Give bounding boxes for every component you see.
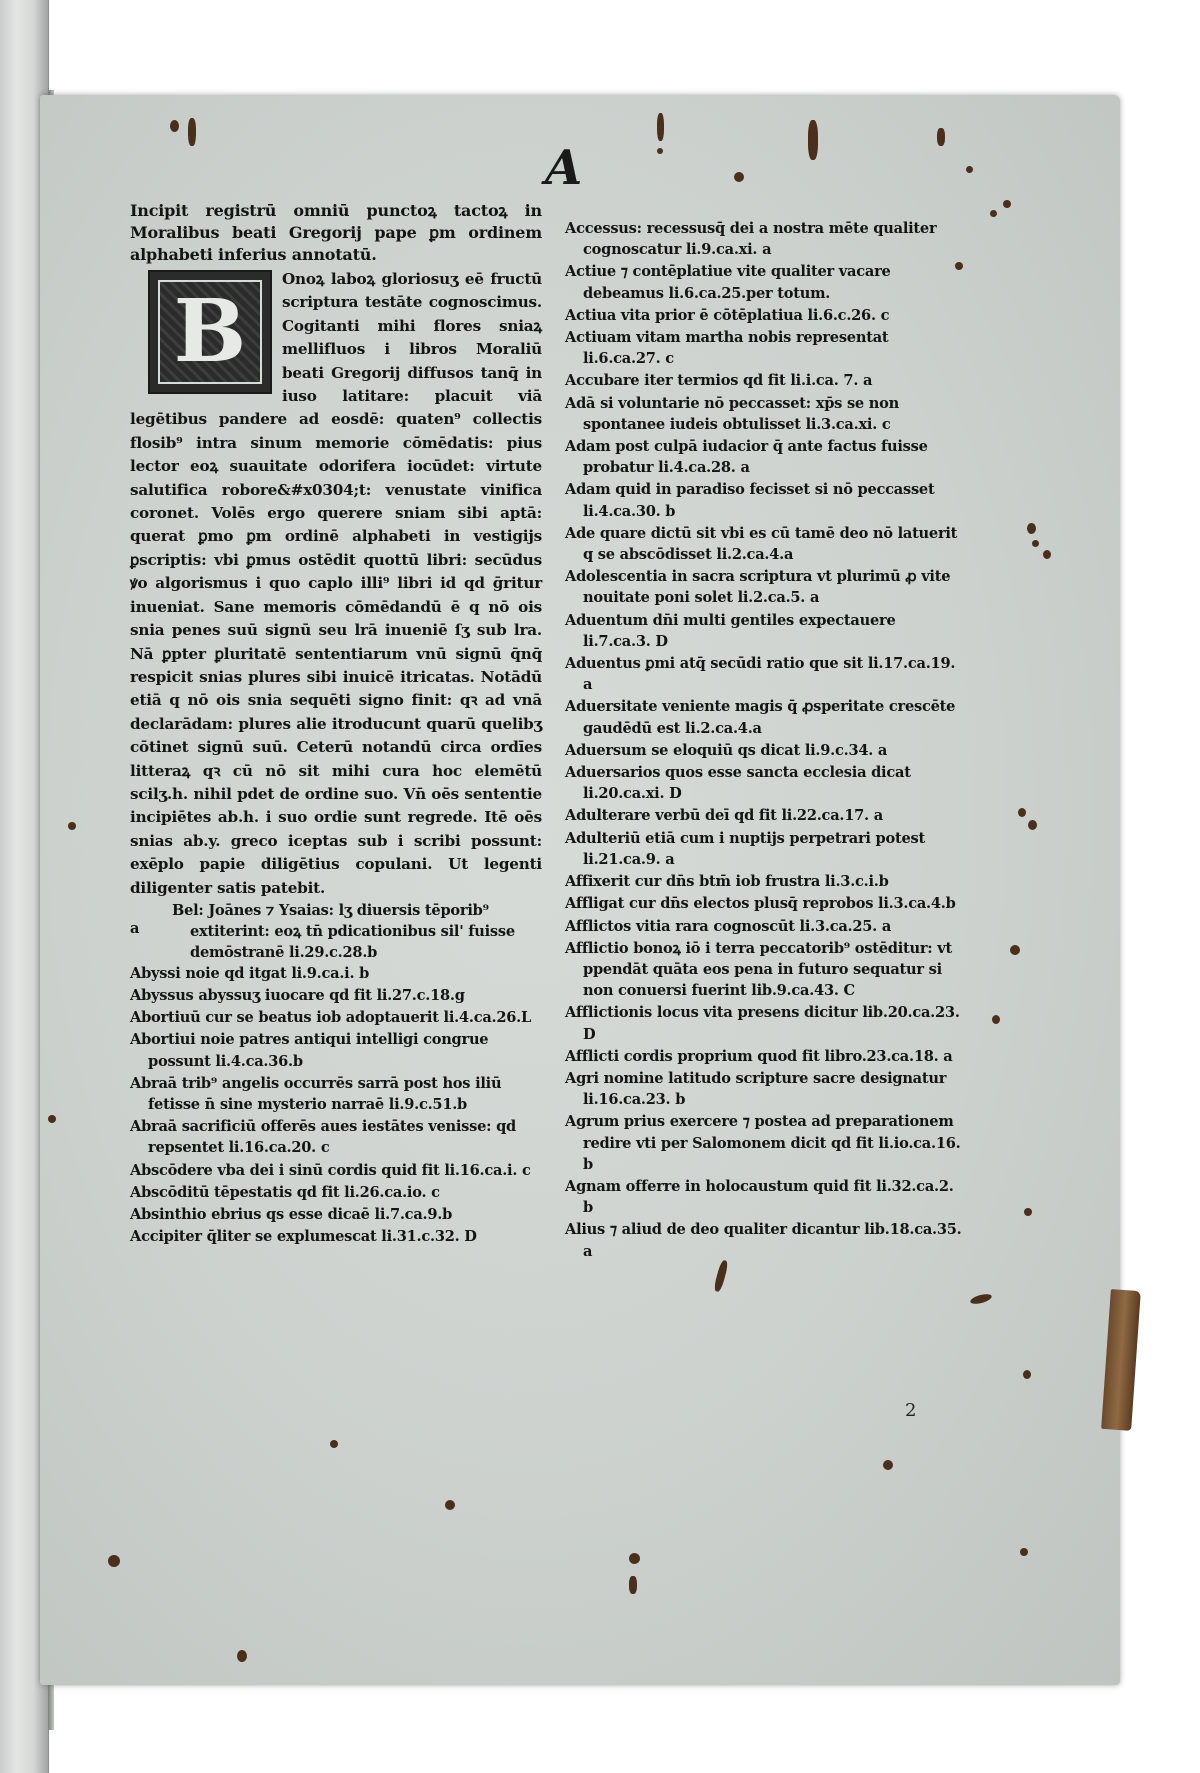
wormhole xyxy=(1032,540,1039,547)
list-item: Alius ⁊ aliud de deo qualiter dicantur lib.18.ca.35. a xyxy=(565,1221,962,1260)
wormhole xyxy=(1020,1548,1028,1556)
wormhole xyxy=(734,172,744,182)
wormhole xyxy=(1018,808,1026,817)
list-item: Abyssi noie qd itgat li.9.ca.i. b xyxy=(130,964,370,982)
list-item: Abortiuū cur se beatus iob adoptauerit li.4.ca.26.L xyxy=(130,1009,532,1027)
wormhole xyxy=(237,1650,247,1662)
list-item: Actiuam vitam martha nobis representat li.6.ca.27. c xyxy=(565,329,889,368)
list-item: Accubare iter termios qd fit li.i.ca. 7. a xyxy=(565,372,873,390)
list-item: Agri nomine latitudo scripture sacre designatur li.16.ca.23. b xyxy=(565,1069,947,1109)
wormhole xyxy=(629,1553,640,1564)
list-item: Afflictionis locus vita presens dicitur lib.20.ca.23. D xyxy=(565,1004,960,1043)
list-item: Adolescentia in sacra scriptura vt plurimū ꝓ vite nouitate poni solet li.2.ca.5. a xyxy=(565,568,951,607)
wormhole xyxy=(629,1576,637,1594)
list-item: Aduersum se eloquiū qs dicat li.9.c.34. a xyxy=(565,741,888,759)
wormhole xyxy=(1027,523,1036,534)
list-item: Abraā trib⁹ angelis occurrēs sarrā post hos iliū fetisse n̄ sine mysterio narraē li.9.c.51.b xyxy=(130,1074,502,1113)
entry-letter: a xyxy=(130,919,140,937)
list-item: Actiua vita prior ē cōtēplatiua li.6.c.26. c xyxy=(565,306,890,324)
intro-paragraph: Onoꝝ laboꝝ gloriosuʒ eē fructū scriptura testāte cognoscimus. Cogitanti mihi flores sniaꝝ mellifluos i libros Moraliū beati Gregorij diffusos tanq̄ in iuso latitare: placuit viā legētibus pandere ad eosdē: quaten⁹ collectis flosib⁹ intra sinum memorie cōmēdatis: pius lector eoꝝ suauitate odorifera iocūdet: virtute salutifica robore&#x0304;t: venustate vinifica coronet. Volēs ergo querere sniam sibi aptā: querat ꝑmo ꝑm ordinē alphabeti in vestigijs ꝑscriptis: vbi ꝑmus ostēdit quottū libri: secūdus ꝟo algorismus i quo caplo illi⁹ libri id qd ḡritur inueniat. Sane memoris cōmēdandū ē q nō ois snia penes suū signū seu lrā inueniē ſʒ sub lra. Nā ꝑpter ꝑluritatē sententiarum vnū signū q̄nq̄ respicit snias plures sibi inuicē itricatas. Notādū etiā q nō ois snia sequēti signo finit: qꝛ ad vnā declarādam: plures alie itroducunt quarū quelibʒ cōtinet signū suū. Ceterū notandū circa ordīes litteraꝝ qꝛ cū nō sit mihi cura hoc elemētū scilʒ.h. nihil pdet de ordine suo. Vn̄ oēs sententie incipiētes ab.h. i suo ordie sunt regrede. Itē oēs snias ab.y. greco iceptas sub i scribi possunt: exēplo papie diligētius copulani. Ut legenti diligenter satis patebit. xyxy=(130,270,542,897)
wormhole xyxy=(1003,200,1011,208)
list-item xyxy=(130,918,168,939)
list-item: Accipiter q̄liter se explumescat li.31.c.32. D xyxy=(130,1228,477,1246)
wormhole xyxy=(937,128,945,146)
list-item: Adā si voluntarie nō peccasset: xp̄s se non spontanee iudeis obtulisset li.3.ca.xi. c xyxy=(565,394,899,433)
list-item: Affligat cur dn̄s electos plusq̄ reprobos li.3.ca.4.b xyxy=(565,895,956,913)
list-item: Adulterare verbū deī qd fit li.22.ca.17. a xyxy=(565,807,883,825)
wormhole xyxy=(68,822,76,830)
list-item: Absinthio ebrius qs esse dicaē li.7.ca.9.b xyxy=(130,1206,453,1224)
list-item: Aduersitate veniente magis q̄ ꝓsperitate crescēte gaudēdū est li.2.ca.4.a xyxy=(565,698,956,737)
list-item: Aduentum dn̄i multi gentiles expectauere li.7.ca.3. D xyxy=(565,611,896,650)
decorated-initial xyxy=(148,270,272,394)
list-item: Affixerit cur dn̄s btm̄ iob frustra li.3.c.i.b xyxy=(565,873,889,891)
list-item: Bel: Joānes ⁊ Ysaias: lʒ diuersis tēporib⁹ extiterint: eoꝝ tn̄ pdicationibus sil' fuisse demōstranē li.29.c.28.b xyxy=(172,901,515,962)
wormhole xyxy=(48,1115,56,1123)
wormhole xyxy=(657,148,663,154)
wormhole xyxy=(992,1015,1000,1024)
list-item: Abortiui noie patres antiqui intelligi congrue possunt li.4.ca.36.b xyxy=(130,1031,489,1070)
wormhole xyxy=(445,1500,455,1510)
wormhole xyxy=(808,120,818,160)
list-item: Adam quid in paradiso fecisset si nō peccasset li.4.ca.30. b xyxy=(565,481,935,520)
right-column xyxy=(565,218,965,1262)
wormhole xyxy=(990,210,997,217)
list-item: Abyssus abyssuʒ iuocare qd fit li.27.c.18.g xyxy=(130,986,465,1004)
wormhole xyxy=(966,166,973,173)
list-item: Afflictos vitia rara cognoscūt li.3.ca.25. a xyxy=(565,917,892,935)
list-item: Abraā sacrificiū offerēs aues iestātes venisse: qd repsentet li.16.ca.20. c xyxy=(130,1118,517,1157)
list-item: Afflicti cordis proprium quod fit libro.23.ca.18. a xyxy=(565,1047,953,1065)
list-item: Actiue ⁊ contēplatiue vite qualiter vacare debeamus li.6.ca.25.per totum. xyxy=(565,263,891,302)
list-item: Abscōditū tēpestatis qd fit li.26.ca.io. c xyxy=(130,1183,440,1201)
wormhole xyxy=(1024,1208,1032,1216)
list-item: Abscōdere vba dei i sinū cordis quid fit li.16.ca.i. c xyxy=(130,1161,531,1179)
initial-letter: B xyxy=(173,281,247,382)
list-item: Aduersarios quos esse sancta ecclesia dicat li.20.ca.xi. D xyxy=(565,764,911,803)
list-item: Agnam offerre in holocaustum quid fit li.32.ca.2. b xyxy=(565,1177,954,1217)
wormhole xyxy=(1043,550,1051,559)
wormhole xyxy=(1023,1370,1031,1379)
wormhole xyxy=(1010,945,1020,955)
list-item: Agrum prius exercere ⁊ postea ad preparationem redire vti per Salomonem dicit qd fit li.io.ca.16. b xyxy=(565,1113,961,1173)
wormhole xyxy=(1028,820,1037,830)
wormhole xyxy=(108,1555,120,1567)
list-item: Accessus: recessusq̄ dei a nostra mēte qualiter cognoscatur li.9.ca.xi. a xyxy=(565,220,937,259)
wormhole xyxy=(330,1440,338,1448)
wormhole xyxy=(188,118,196,146)
page-number: 2 xyxy=(905,1400,917,1421)
list-item: Adulteriū etiā cum i nuptijs perpetrari potest li.21.ca.9. a xyxy=(565,829,925,868)
left-column xyxy=(130,200,542,1247)
list-item: Adam post culpā iudacior q̄ ante factus fuisse probatur li.4.ca.28. a xyxy=(565,438,928,477)
initial-frame xyxy=(158,280,262,384)
wormhole xyxy=(170,120,179,132)
register-heading: Incipit registrū omniū punctoꝝ tactoꝝ in Moralibus beati Gregorij pape ꝑm ordinem alphabeti inferius annotatū. xyxy=(130,201,542,264)
list-item: Afflictio bonoꝝ iō i terra peccatorib⁹ ostēditur: vt ppendāt quāta eos pena in futuro sequatur si non conuersi fuerint lib.9.ca.43. C xyxy=(565,939,952,1000)
wormhole xyxy=(657,113,664,141)
list-item: Ade quare dictū sit vbi es cū tamē deo nō latuerit q se abscōdisset li.2.ca.4.a xyxy=(565,524,958,564)
list-item: Aduentus ꝑmi atq̄ secūdi ratio que sit li.17.ca.19. a xyxy=(565,655,956,694)
section-letter: A xyxy=(545,140,583,196)
wormhole xyxy=(883,1460,893,1470)
left-entry-list xyxy=(130,900,542,1247)
